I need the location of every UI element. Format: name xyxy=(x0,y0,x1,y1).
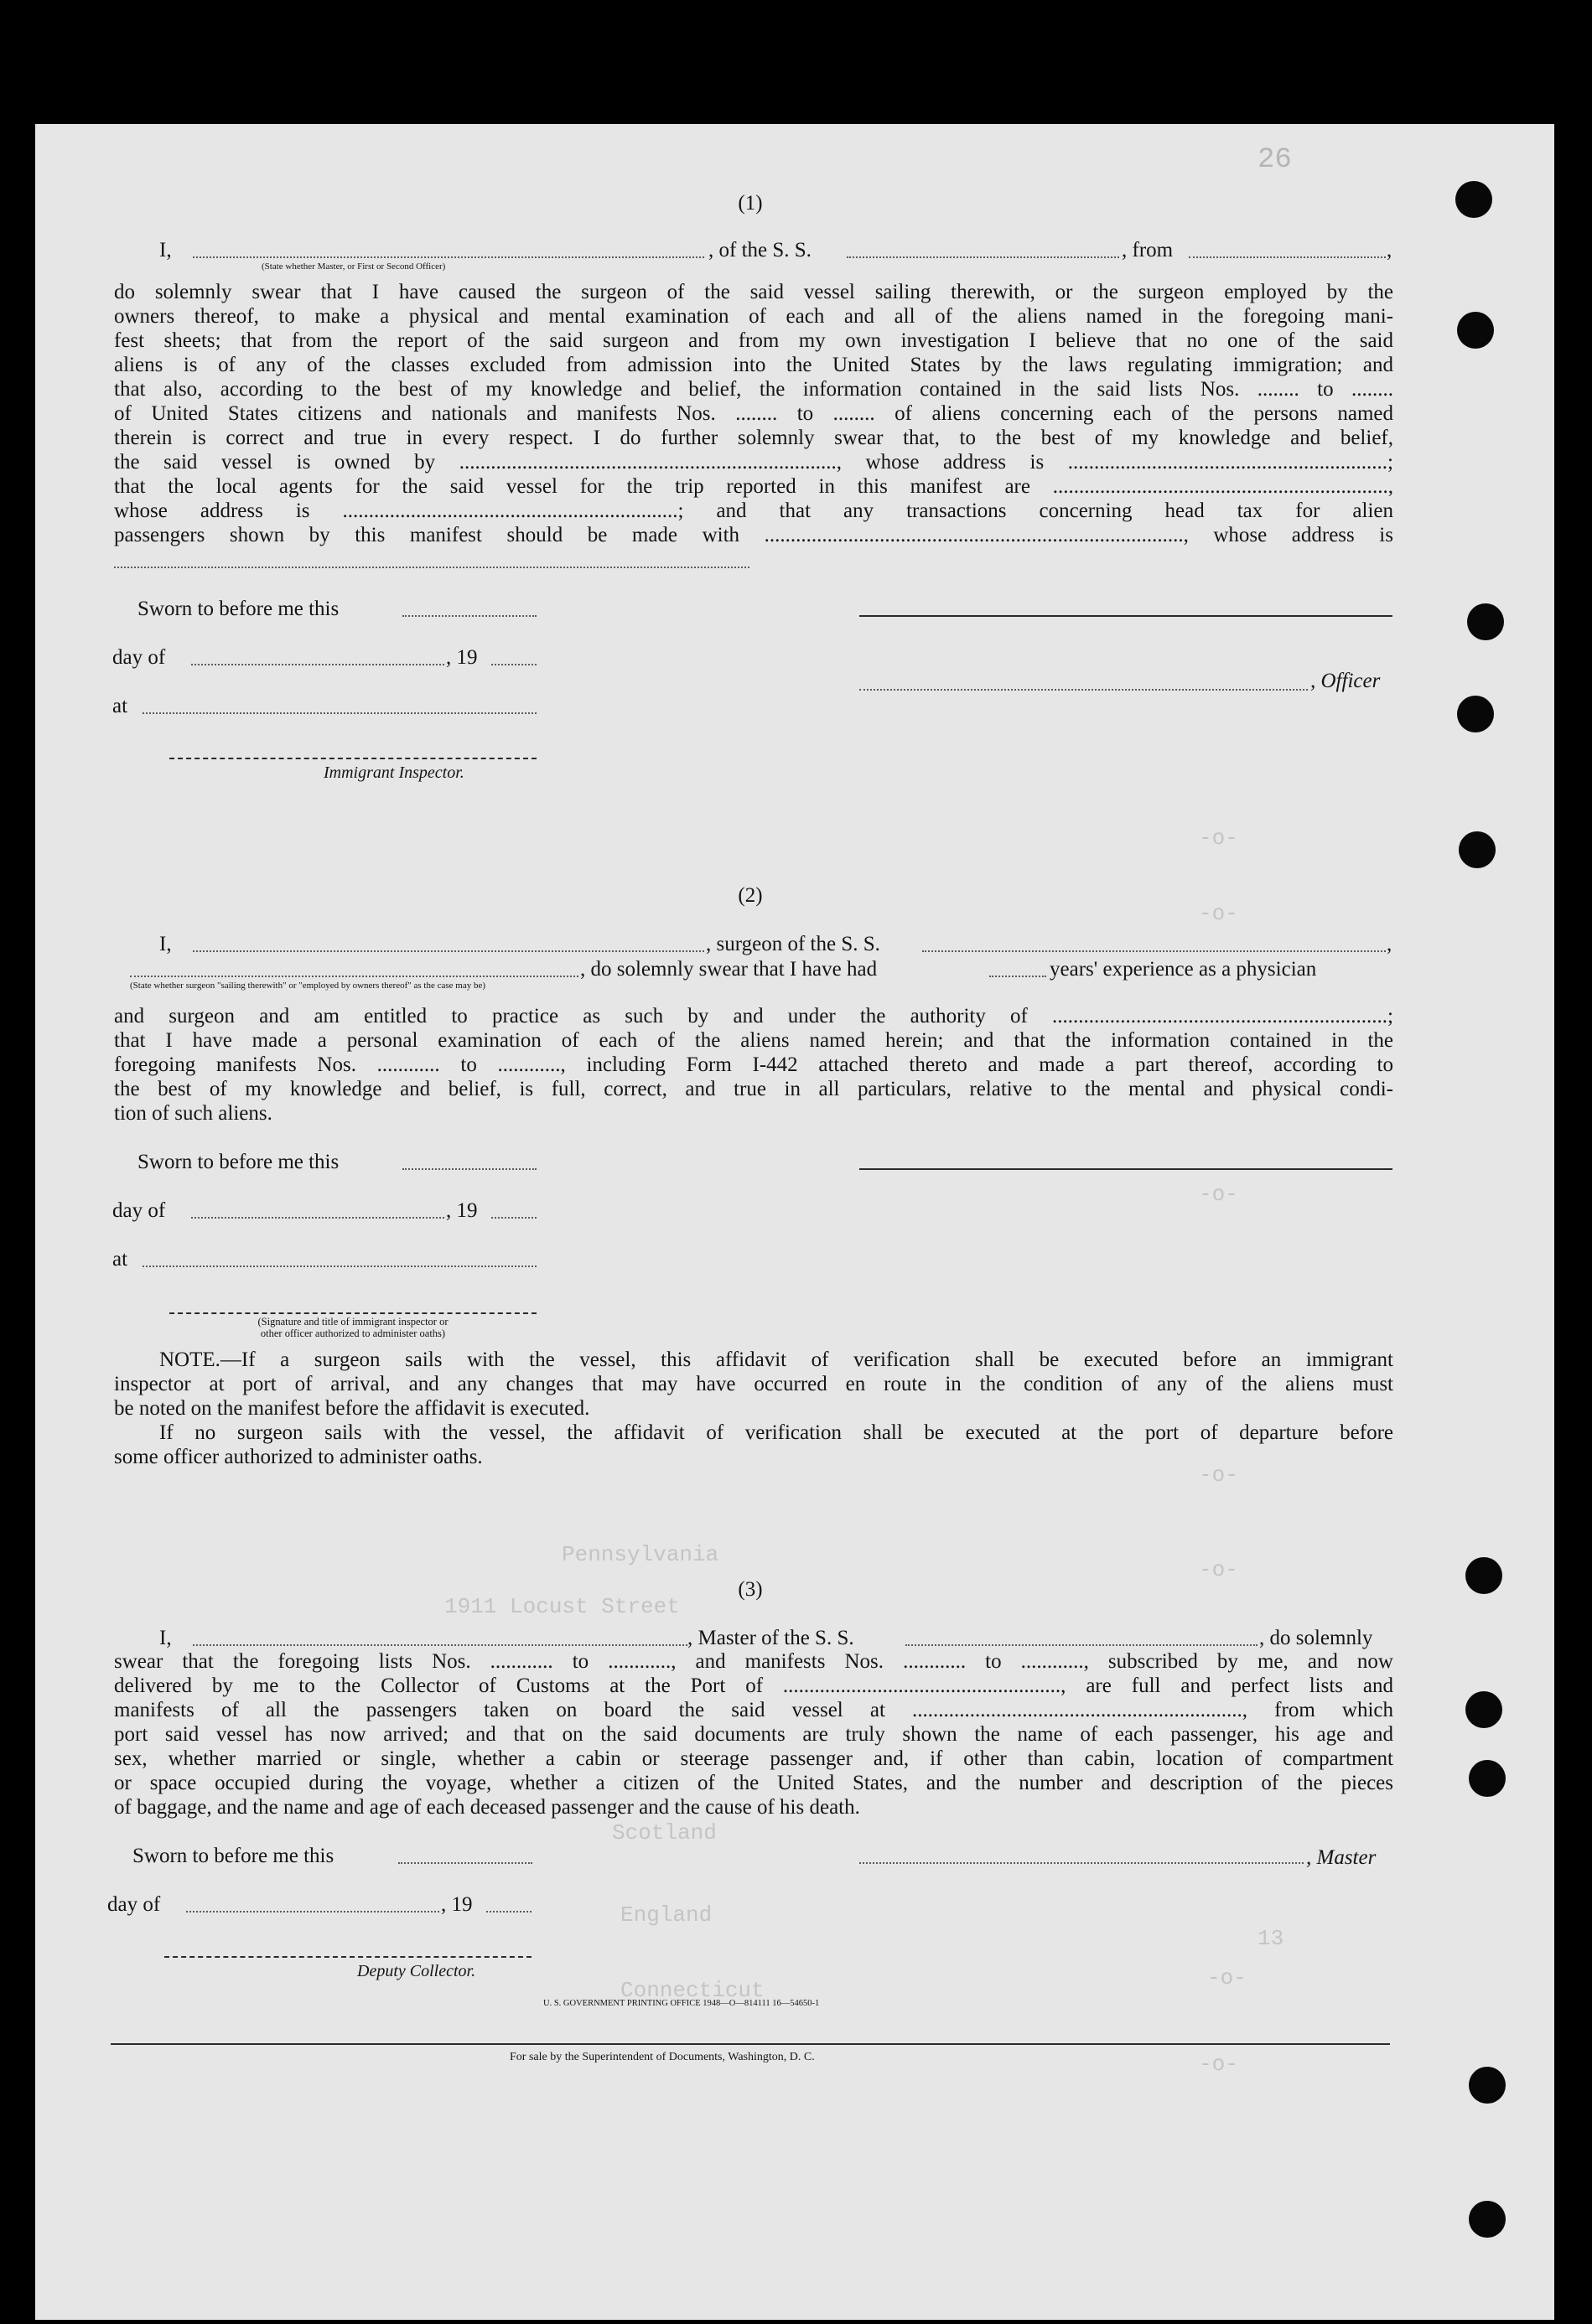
s1-of-ss: , of the S. S. xyxy=(708,239,812,261)
note-line: If no surgeon sails with the vessel, the affidavit of verification shall be executed at the port of departure before xyxy=(159,1421,1393,1444)
s1-line: that the local agents for the said vessel for the trip reported in this manifest are ................................................................, xyxy=(114,475,1393,498)
s2-ship-blank xyxy=(922,950,1386,952)
page-number: 26 xyxy=(1258,144,1292,176)
s2-sworn-label: Sworn to before me this xyxy=(137,1151,340,1173)
s1-officer-name-blank xyxy=(859,689,1308,691)
s1-at-blank xyxy=(143,712,537,714)
punch-hole xyxy=(1465,1691,1502,1728)
s3-line: delivered by me to the Collector of Customs at the Port of ....................................................., are full and perfect lists and xyxy=(114,1674,1393,1697)
s3-line: sex, whether married or single, whether a cabin or steerage passenger and, if other than cabin, location of compartment xyxy=(114,1747,1393,1770)
s1-year-blank xyxy=(491,664,537,665)
s2-day-of: day of xyxy=(112,1199,166,1222)
s2-line: tion of such aliens. xyxy=(114,1102,272,1125)
s1-line: whose address is ................................................................; and that any transactions concerning head tax for alien xyxy=(114,499,1393,522)
s3-day-blank xyxy=(186,1911,439,1913)
s2-official-sig-line xyxy=(169,1312,537,1314)
s1-line: aliens is of any of the classes excluded from admission into the United States by the laws regulating immigration; and xyxy=(114,354,1393,376)
s1-line: therein is correct and true in every respect. I do further solemnly swear that, to the best of my knowledge and belief, xyxy=(114,427,1393,449)
s1-line: of United States citizens and nationals and manifests Nos. ........ to ........ of aliens concerning each of the persons named xyxy=(114,402,1393,425)
s1-affidavit-text xyxy=(114,280,1393,547)
bleed-through-text: -o- xyxy=(1199,1557,1238,1582)
s3-day-of: day of xyxy=(107,1893,161,1916)
s2-line: foregoing manifests Nos. ............ to ............, including Form I-442 attached thereto and made a part thereof, according to xyxy=(114,1053,1393,1076)
bleed-through-text: -o- xyxy=(1199,1462,1238,1488)
s1-line: fest sheets; that from the report of the said surgeon and from my own investigation I believe that no one of the said xyxy=(114,329,1393,352)
s2-line: and surgeon and am entitled to practice as such by and under the authority of ................................................................; xyxy=(114,1005,1393,1027)
s3-line: manifests of all the passengers taken on board the said vessel at ..............................................................., from which xyxy=(114,1699,1393,1721)
s1-role-caption: (State whether Master, or First or Second Officer) xyxy=(262,261,446,272)
note-line: inspector at port of arrival, and any changes that may have occurred en route in the condition of any of the aliens must xyxy=(114,1373,1393,1395)
punch-hole xyxy=(1455,181,1492,218)
punch-hole xyxy=(1469,2201,1506,2238)
s2-year: , 19 xyxy=(446,1199,478,1222)
s1-sworn-blank xyxy=(402,615,537,617)
s1-opening: I, xyxy=(159,239,172,261)
s3-opening: I, xyxy=(159,1627,172,1649)
s2-year-blank xyxy=(491,1217,537,1219)
sale-note: For sale by the Superintendent of Documents, Washington, D. C. xyxy=(510,2051,815,2063)
section-1-heading: (1) xyxy=(738,192,763,215)
punch-hole xyxy=(1469,2067,1506,2104)
s3-collector-sig-line xyxy=(164,1956,532,1958)
printer-imprint: U. S. GOVERNMENT PRINTING OFFICE 1948—O—814111 16—54650-1 xyxy=(543,1999,820,2008)
punch-hole xyxy=(1465,1557,1502,1594)
s2-sig-caption xyxy=(169,1316,537,1339)
s2-sworn-blank xyxy=(402,1168,537,1170)
s1-inspector-label: Immigrant Inspector. xyxy=(324,763,464,782)
s3-line: port said vessel has now arrived; and that on the said documents are truly shown the name of each passenger, his age and xyxy=(114,1723,1393,1746)
note-text xyxy=(114,1348,1393,1469)
section-3-heading: (3) xyxy=(738,1578,763,1601)
punch-hole xyxy=(1457,312,1494,349)
s2-opening: I, xyxy=(159,933,172,955)
s2-surgeon-of-ss: , surgeon of the S. S. xyxy=(706,933,880,955)
punch-hole xyxy=(1467,603,1504,640)
s2-sig-caption-line: other officer authorized to administer oaths) xyxy=(260,1328,446,1339)
s3-master-sig-blank xyxy=(859,1862,1304,1864)
s1-line: that also, according to the best of my knowledge and belief, the information contained in the said lists Nos. ........ to ........ xyxy=(114,378,1393,401)
s1-sworn-label: Sworn to before me this xyxy=(137,598,340,620)
s1-line: do solemnly swear that I have caused the surgeon of the said vessel sailing therewith, or the surgeon employed by the xyxy=(114,281,1393,303)
s2-surgeon-blank xyxy=(193,950,704,952)
s1-officer-blank xyxy=(193,256,704,258)
s1-line: passengers shown by this manifest should be made with ................................................................................, whose address is xyxy=(114,524,1393,546)
note-line: NOTE.—If a surgeon sails with the vessel, this affidavit of verification shall be executed before an immigrant xyxy=(159,1348,1393,1371)
bleed-through-text: Connecticut xyxy=(620,1978,765,2003)
s2-at: at xyxy=(112,1248,128,1271)
s3-year-blank xyxy=(486,1911,532,1913)
bleed-through-text: -o- xyxy=(1199,1182,1238,1207)
s1-ship-blank xyxy=(847,256,1119,258)
s3-master-of-ss: , Master of the S. S. xyxy=(687,1627,854,1649)
s1-officer-sig-line xyxy=(859,615,1392,617)
s2-comma: , xyxy=(1387,933,1392,955)
s1-line: owners thereof, to make a physical and mental examination of each and all of the aliens named in the foregoing mani- xyxy=(114,305,1393,328)
s1-from: , from xyxy=(1122,239,1174,261)
s3-do-solemnly: , do solemnly xyxy=(1259,1627,1373,1649)
s3-ship-blank xyxy=(905,1644,1258,1646)
s3-deputy-label: Deputy Collector. xyxy=(357,1962,476,1980)
s2-sig-caption-line: (Signature and title of immigrant inspector or xyxy=(257,1316,449,1328)
s1-year: , 19 xyxy=(446,646,478,669)
s3-master-label: , Master xyxy=(1306,1846,1377,1869)
s2-affidavit-text xyxy=(114,1004,1393,1126)
bleed-through-text: -o- xyxy=(1199,826,1238,851)
s1-at: at xyxy=(112,695,128,717)
bleed-through-text: Pennsylvania xyxy=(562,1542,719,1567)
note-line: some officer authorized to administer oaths. xyxy=(114,1446,483,1468)
s2-years-experience: years' experience as a physician xyxy=(1050,958,1317,981)
s1-comma: , xyxy=(1387,239,1392,261)
bleed-through-text: -o- xyxy=(1199,901,1238,926)
s3-master-blank xyxy=(193,1644,687,1646)
s3-line: of baggage, and the name and age of each deceased passenger and the cause of his death. xyxy=(114,1796,860,1819)
footer-rule xyxy=(111,2043,1390,2045)
s3-line: swear that the foregoing lists Nos. ............ to ............, and manifests Nos. ............ to ............, subscribed by me, and now xyxy=(114,1650,1393,1673)
bleed-through-text: Scotland xyxy=(612,1820,717,1845)
note-line: be noted on the manifest before the affidavit is executed. xyxy=(114,1397,590,1420)
bleed-through-text: 13 xyxy=(1258,1926,1284,1951)
s1-day-of: day of xyxy=(112,646,166,669)
punch-hole xyxy=(1469,1760,1506,1797)
s1-line: the said vessel is owned by ........................................................................, whose address is .............................................................; xyxy=(114,451,1393,474)
s1-port-blank xyxy=(1189,256,1386,258)
s2-line: that I have made a personal examination of each of the aliens named herein; and that the information contained in the xyxy=(114,1029,1393,1052)
s1-day-blank xyxy=(191,664,444,665)
bleed-through-text: -o- xyxy=(1199,2052,1238,2077)
section-2-heading: (2) xyxy=(738,884,763,907)
s2-years-blank xyxy=(989,976,1046,977)
punch-hole xyxy=(1459,831,1496,868)
s2-capacity-blank xyxy=(130,976,578,977)
s2-solemnly-had: , do solemnly swear that I have had xyxy=(580,958,878,981)
s3-sworn-blank xyxy=(398,1862,532,1864)
s1-address-blank xyxy=(114,567,749,568)
s2-at-blank xyxy=(143,1266,537,1267)
s3-line: or space occupied during the voyage, whether a citizen of the United States, and the number and description of the pieces xyxy=(114,1772,1393,1794)
s3-year: , 19 xyxy=(441,1893,473,1916)
punch-hole xyxy=(1457,696,1494,732)
s1-inspector-sig-line xyxy=(169,758,537,759)
s2-line: the best of my knowledge and belief, is full, correct, and true in all particulars, relative to the mental and physical condi- xyxy=(114,1078,1393,1100)
s3-sworn-label: Sworn to before me this xyxy=(132,1845,334,1867)
bleed-through-text: England xyxy=(620,1902,713,1928)
s2-caption: (State whether surgeon "sailing therewith" or "employed by owners thereof" as the case may be) xyxy=(130,981,486,991)
bleed-through-text: -o- xyxy=(1207,1965,1247,1990)
s1-officer-label: , Officer xyxy=(1310,670,1381,692)
s2-day-blank xyxy=(191,1217,444,1219)
s2-surgeon-sig-line xyxy=(859,1168,1392,1170)
s3-affidavit-text xyxy=(114,1649,1393,1819)
bleed-through-text: 1911 Locust Street xyxy=(444,1594,680,1619)
